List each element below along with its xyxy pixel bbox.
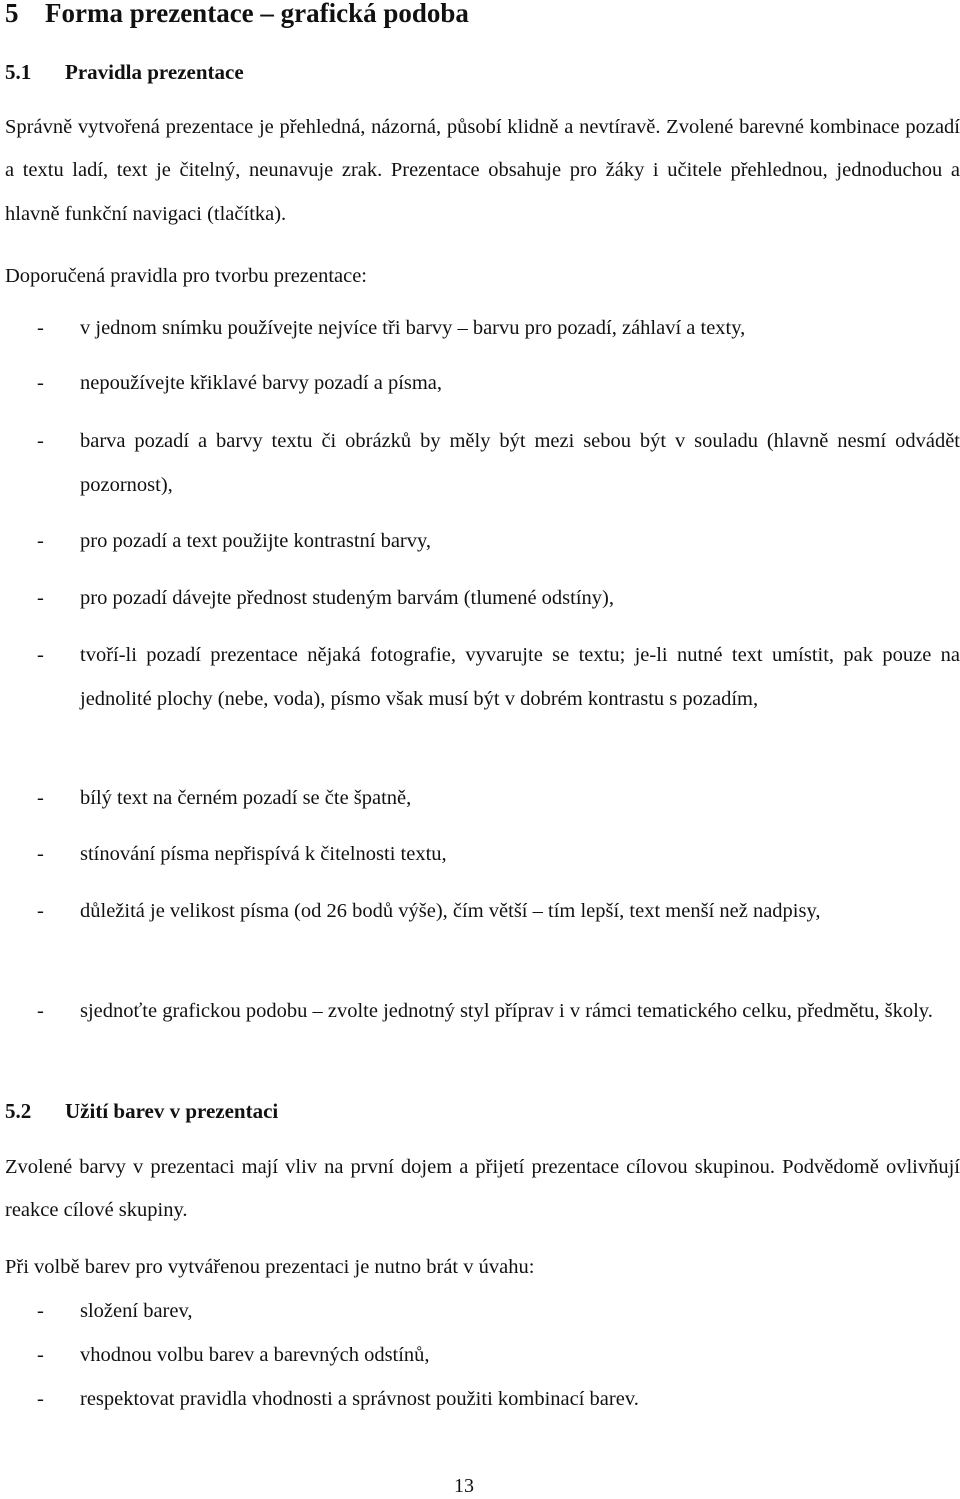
list-dash: - [37,587,44,609]
list-dash: - [37,430,44,452]
list-dash: - [37,1344,44,1366]
chapter-number: 5 [5,0,19,28]
list-item-text: vhodnou volbu barev a barevných odstínů, [80,1344,430,1366]
chapter-title: Forma prezentace – grafická podoba [45,0,469,28]
list-item-text: pro pozadí dávejte přednost studeným barvám (tlumené odstíny), [80,587,615,609]
list-dash: - [37,1000,44,1022]
chapter-heading [5,0,469,27]
list-dash: - [37,530,44,552]
list-dash: - [37,787,44,809]
list-dash: - [37,843,44,865]
list-item-text: tvoří-li pozadí prezentace nějaká fotografie, vyvarujte se textu; je-li nutné text umístit, pak pouze na jednolité plochy (nebe, voda), písmo však musí být v dobrém kontrastu s pozadím, [80,644,960,710]
list-item-text: respektovat pravidla vhodnosti a správnost použiti kombinací barev. [80,1388,639,1410]
list-item-text: v jednom snímku používejte nejvíce tři barvy – barvu pro pozadí, záhlaví a texty, [80,317,746,339]
list-item-text: důležitá je velikost písma (od 26 bodů výše), čím větší – tím lepší, text menší než nadpisy, [80,900,821,922]
list-dash: - [37,1300,44,1322]
list-dash: - [37,900,44,922]
list-dash: - [37,644,44,666]
colors-intro: Při volbě barev pro vytvářenou prezentaci je nutno brát v úvahu: [5,1256,535,1278]
list-item-text: barva pozadí a barvy textu či obrázků by měly být mezi sebou být v souladu (hlavně nesmí odvádět pozornost), [80,430,960,496]
page-number: 13 [454,1475,474,1497]
section-title: Pravidla prezentace [65,60,244,84]
list-dash: - [37,317,44,339]
list-item-text: stínování písma nepřispívá k čitelnosti textu, [80,843,447,865]
section-paragraph: Správně vytvořená prezentace je přehledná, názorná, působí klidně a nevtíravě. Zvolené barevné kombinace pozadí a textu ladí, text je čitelný, neunavuje zrak. Prezentace obsahuje pro žáky i učitele přehlednou, jednoduchou a hlavně funkční navigaci (tlačítka). [5,116,960,225]
rules-intro: Doporučená pravidla pro tvorbu prezentace: [5,265,368,287]
list-item-text: složení barev, [80,1300,193,1322]
list-item-text: bílý text na černém pozadí se čte špatně, [80,787,412,809]
section-number: 5.1 [5,60,32,84]
list-dash: - [37,1388,44,1410]
list-item-text: pro pozadí a text použijte kontrastní barvy, [80,530,432,552]
list-item-text: nepoužívejte křiklavé barvy pozadí a písma, [80,372,443,394]
section-paragraph: Zvolené barvy v prezentaci mají vliv na první dojem a přijetí prezentace cílovou skupinou. Podvědomě ovlivňují reakce cílové skupiny. [5,1156,960,1222]
section-number: 5.2 [5,1099,32,1123]
section-heading-5-2 [5,1099,278,1123]
list-dash: - [37,372,44,394]
list-item-text: sjednoťte grafickou podobu – zvolte jednotný styl příprav i v rámci tematického celku, předmětu, školy. [80,1000,933,1022]
section-title: Užití barev v prezentaci [65,1099,279,1123]
section-heading-5-1 [5,60,244,84]
